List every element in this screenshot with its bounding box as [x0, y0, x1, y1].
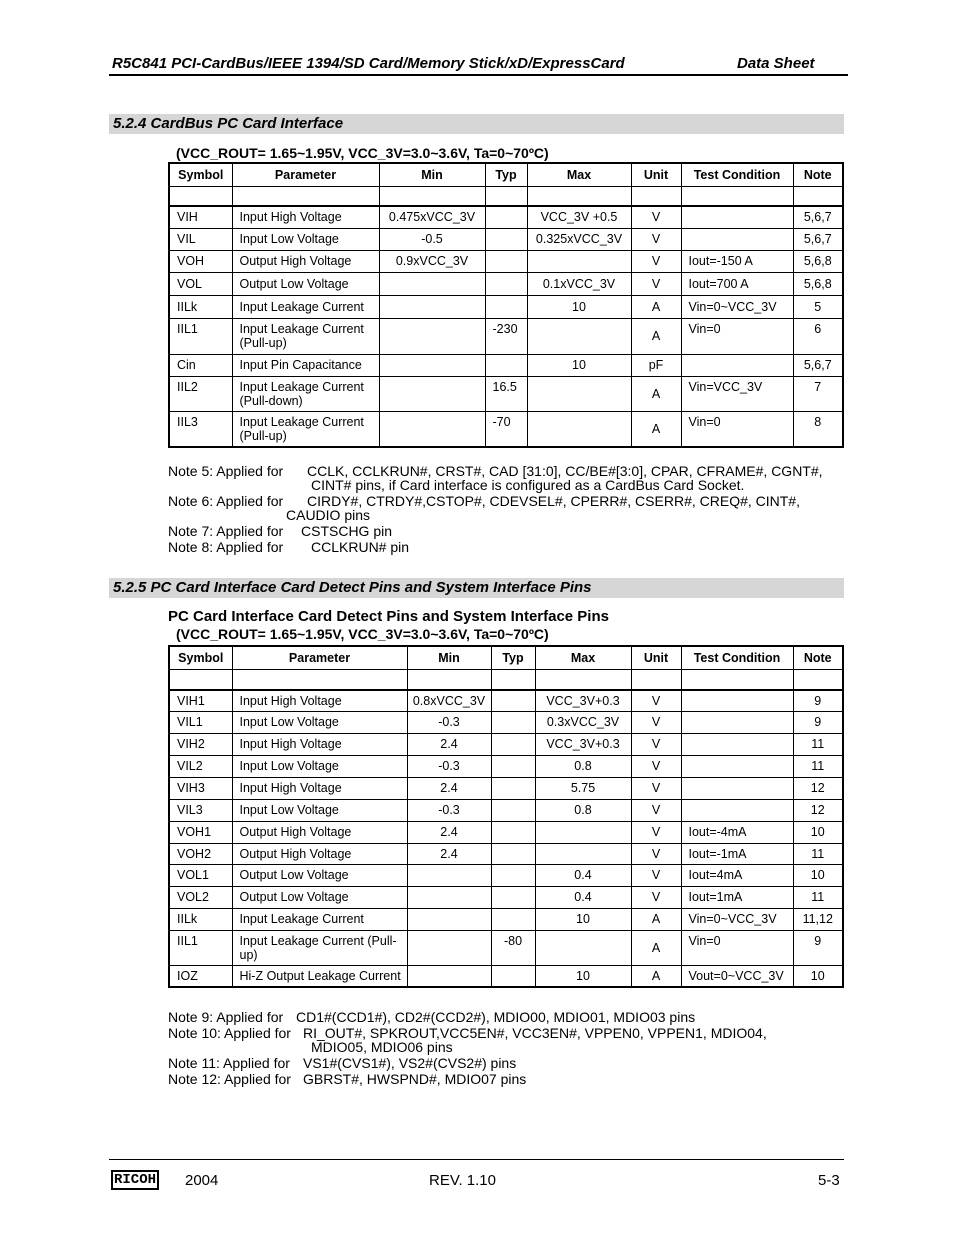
note-label: Note 6: Applied for: [168, 493, 284, 509]
spacer-cell: [793, 186, 843, 206]
column-header: Note: [793, 646, 843, 669]
cell-note: 7: [793, 376, 843, 411]
column-header: Typ: [491, 646, 535, 669]
cell-typ: [491, 799, 535, 821]
cell-test-condition: Iout=4mA: [681, 864, 793, 886]
cell-symbol: IILk: [169, 908, 232, 930]
ricoh-logo: RICOH: [111, 1170, 159, 1190]
cell-parameter: Input Low Voltage: [232, 755, 407, 777]
cell-parameter: Input Low Voltage: [232, 799, 407, 821]
cell-parameter: Input Leakage Current (Pull-down): [232, 376, 379, 411]
cell-max: [527, 318, 631, 354]
cell-max: [535, 843, 631, 864]
cell-note: 11: [793, 733, 843, 755]
cell-typ: [485, 354, 527, 376]
cell-min: [379, 411, 485, 447]
spacer-cell: [485, 186, 527, 206]
cell-unit: A: [631, 318, 681, 354]
cell-test-condition: [681, 755, 793, 777]
column-header: Note: [793, 163, 843, 186]
cell-unit: V: [631, 864, 681, 886]
cell-typ: [491, 821, 535, 843]
cell-max: 0.325xVCC_3V: [527, 228, 631, 250]
cell-max: [527, 411, 631, 447]
cell-min: 0.475xVCC_3V: [379, 206, 485, 228]
cell-note: 5: [793, 295, 843, 318]
cell-min: -0.3: [407, 755, 491, 777]
cell-parameter: Input High Voltage: [232, 690, 407, 711]
cell-min: 2.4: [407, 777, 491, 799]
cell-min: [407, 886, 491, 908]
note-label: Note 9: Applied for: [168, 1009, 284, 1025]
cell-test-condition: Iout=1mA: [681, 886, 793, 908]
cell-note: 10: [793, 821, 843, 843]
cell-parameter: Input Leakage Current (Pull-up): [232, 930, 407, 965]
spacer-cell: [527, 186, 631, 206]
section2-condition: (VCC_ROUT= 1.65~1.95V, VCC_3V=3.0~3.6V, Ta=0~70ºC): [176, 626, 549, 642]
cell-min: -0.3: [407, 711, 491, 733]
cell-note: 9: [793, 711, 843, 733]
cell-symbol: VIH2: [169, 733, 232, 755]
cell-note: 5,6,7: [793, 206, 843, 228]
cell-max: 10: [535, 965, 631, 987]
table-spacer-row: [169, 669, 843, 690]
cell-parameter: Output Low Voltage: [232, 886, 407, 908]
cell-max: 0.3xVCC_3V: [535, 711, 631, 733]
cell-parameter: Input Leakage Current (Pull-up): [232, 318, 379, 354]
cell-test-condition: [681, 733, 793, 755]
cell-min: 2.4: [407, 821, 491, 843]
cell-note: 5,6,7: [793, 228, 843, 250]
column-header: Symbol: [169, 163, 232, 186]
cell-typ: [491, 755, 535, 777]
table-row: [169, 272, 843, 295]
cell-min: [379, 318, 485, 354]
cell-parameter: Input High Voltage: [232, 777, 407, 799]
cell-note: 8: [793, 411, 843, 447]
cell-test-condition: Iout=-150 A: [681, 250, 793, 272]
cell-min: [407, 908, 491, 930]
cell-unit: V: [631, 711, 681, 733]
cell-test-condition: [681, 690, 793, 711]
document-type: Data Sheet: [737, 55, 815, 72]
footer-page-number: 5-3: [818, 1172, 840, 1189]
cell-typ: [491, 777, 535, 799]
cell-test-condition: Vin=0: [681, 411, 793, 447]
note-label: Note 10: Applied for: [168, 1025, 291, 1041]
cell-symbol: VIL1: [169, 711, 232, 733]
table-row: [169, 799, 843, 821]
cell-test-condition: Vin=0: [681, 318, 793, 354]
table-row: [169, 821, 843, 843]
cell-symbol: IILk: [169, 295, 232, 318]
cell-test-condition: Vin=0~VCC_3V: [681, 295, 793, 318]
cell-note: 5,6,8: [793, 272, 843, 295]
cell-symbol: IIL1: [169, 930, 232, 965]
cell-max: [535, 930, 631, 965]
table-row: [169, 864, 843, 886]
cell-max: 0.8: [535, 755, 631, 777]
table-row: [169, 843, 843, 864]
cell-max: VCC_3V+0.3: [535, 733, 631, 755]
note-label: Note 12: Applied for: [168, 1071, 291, 1087]
cell-max: 0.4: [535, 886, 631, 908]
cell-unit: A: [631, 908, 681, 930]
cell-parameter: Output High Voltage: [232, 250, 379, 272]
table-row: [169, 354, 843, 376]
cell-unit: V: [631, 843, 681, 864]
cell-min: 0.9xVCC_3V: [379, 250, 485, 272]
cell-typ: [491, 690, 535, 711]
table-spacer-row: [169, 186, 843, 206]
cell-typ: [491, 733, 535, 755]
footer-revision: REV. 1.10: [429, 1172, 496, 1189]
spacer-cell: [793, 669, 843, 690]
cell-symbol: VOH2: [169, 843, 232, 864]
cell-symbol: IIL3: [169, 411, 232, 447]
table-row: [169, 250, 843, 272]
spacer-cell: [681, 186, 793, 206]
table-row: [169, 228, 843, 250]
cell-typ: [491, 864, 535, 886]
cell-parameter: Input Leakage Current: [232, 908, 407, 930]
column-header: Max: [535, 646, 631, 669]
cell-symbol: VIL2: [169, 755, 232, 777]
cell-test-condition: [681, 206, 793, 228]
column-header: Typ: [485, 163, 527, 186]
cell-test-condition: Vout=0~VCC_3V: [681, 965, 793, 987]
cell-symbol: IIL1: [169, 318, 232, 354]
note-continuation: MDIO05, MDIO06 pins: [311, 1039, 453, 1055]
cell-unit: V: [631, 272, 681, 295]
cell-max: VCC_3V+0.3: [535, 690, 631, 711]
section-heading-5-2-5: 5.2.5 PC Card Interface Card Detect Pins and System Interface Pins: [109, 578, 844, 598]
note-label: Note 5: Applied for: [168, 463, 284, 479]
cell-unit: V: [631, 690, 681, 711]
cell-note: 12: [793, 799, 843, 821]
cell-test-condition: [681, 777, 793, 799]
section2-subtitle: PC Card Interface Card Detect Pins and System Interface Pins: [168, 608, 609, 625]
spacer-cell: [631, 669, 681, 690]
note-text: CIRDY#, CTRDY#,CSTOP#, CDEVSEL#, CPERR#, CSERR#, CREQ#, CINT#,: [307, 493, 800, 509]
table-header-row: [169, 646, 843, 669]
section-heading-5-2-4: 5.2.4 CardBus PC Card Interface: [109, 114, 844, 134]
cell-parameter: Input Pin Capacitance: [232, 354, 379, 376]
cell-typ: [485, 228, 527, 250]
cell-test-condition: Vin=0: [681, 930, 793, 965]
cell-parameter: Input Leakage Current (Pull-up): [232, 411, 379, 447]
column-header: Unit: [631, 646, 681, 669]
cell-parameter: Input Leakage Current: [232, 295, 379, 318]
section1-condition: (VCC_ROUT= 1.65~1.95V, VCC_3V=3.0~3.6V, Ta=0~70ºC): [176, 145, 549, 161]
cell-parameter: Output High Voltage: [232, 821, 407, 843]
cell-max: [527, 250, 631, 272]
cell-max: 10: [527, 295, 631, 318]
cell-typ: [485, 295, 527, 318]
cell-parameter: Input Low Voltage: [232, 711, 407, 733]
cell-unit: A: [631, 930, 681, 965]
cell-parameter: Input High Voltage: [232, 206, 379, 228]
cell-min: [379, 272, 485, 295]
cell-symbol: VOL1: [169, 864, 232, 886]
note-label: Note 7: Applied for: [168, 523, 284, 539]
cell-note: 5,6,8: [793, 250, 843, 272]
spacer-cell: [169, 186, 232, 206]
cell-unit: V: [631, 228, 681, 250]
column-header: Test Condition: [681, 163, 793, 186]
cell-min: [407, 965, 491, 987]
cell-unit: A: [631, 965, 681, 987]
cell-typ: [491, 908, 535, 930]
note-text: CSTSCHG pin: [301, 523, 393, 539]
cell-parameter: Output Low Voltage: [232, 864, 407, 886]
cell-symbol: IIL2: [169, 376, 232, 411]
cell-max: 10: [527, 354, 631, 376]
table-row: [169, 755, 843, 777]
cell-note: 11,12: [793, 908, 843, 930]
spacer-cell: [681, 669, 793, 690]
spacer-cell: [631, 186, 681, 206]
cell-typ: [485, 250, 527, 272]
spacer-cell: [491, 669, 535, 690]
note-text: CD1#(CCD1#), CD2#(CCD2#), MDIO00, MDIO01, MDIO03 pins: [296, 1009, 696, 1025]
cell-unit: A: [631, 376, 681, 411]
cell-max: [527, 376, 631, 411]
table-row: [169, 295, 843, 318]
cell-parameter: Input Low Voltage: [232, 228, 379, 250]
table-row: [169, 733, 843, 755]
cell-symbol: VOL2: [169, 886, 232, 908]
table-row: [169, 886, 843, 908]
cell-test-condition: [681, 711, 793, 733]
cell-typ: [485, 272, 527, 295]
cell-min: 0.8xVCC_3V: [407, 690, 491, 711]
column-header: Symbol: [169, 646, 232, 669]
cell-max: 0.4: [535, 864, 631, 886]
note-text: GBRST#, HWSPND#, MDIO07 pins: [303, 1071, 527, 1087]
table-row: [169, 690, 843, 711]
note-continuation: CINT# pins, if Card interface is configured as a CardBus Card Socket.: [311, 477, 745, 493]
note-continuation: CAUDIO pins: [286, 507, 371, 523]
cell-max: 5.75: [535, 777, 631, 799]
table-row: [169, 711, 843, 733]
cell-min: [407, 930, 491, 965]
cell-note: 11: [793, 843, 843, 864]
cell-unit: V: [631, 206, 681, 228]
cell-typ: [491, 886, 535, 908]
column-header: Min: [379, 163, 485, 186]
cell-min: -0.3: [407, 799, 491, 821]
cell-symbol: IOZ: [169, 965, 232, 987]
cell-parameter: Input High Voltage: [232, 733, 407, 755]
column-header: Max: [527, 163, 631, 186]
cell-symbol: VOL: [169, 272, 232, 295]
cell-typ: -230: [485, 318, 527, 354]
cell-unit: V: [631, 733, 681, 755]
cell-max: [535, 821, 631, 843]
table-row: [169, 965, 843, 987]
cell-note: 12: [793, 777, 843, 799]
table-row: [169, 318, 843, 354]
cell-max: 10: [535, 908, 631, 930]
cell-unit: V: [631, 799, 681, 821]
cell-min: [379, 376, 485, 411]
cell-note: 6: [793, 318, 843, 354]
note-text: RI_OUT#, SPKROUT,VCC5EN#, VCC3EN#, VPPEN0, VPPEN1, MDIO04,: [303, 1025, 767, 1041]
cell-note: 10: [793, 965, 843, 987]
cell-test-condition: Iout=-1mA: [681, 843, 793, 864]
cell-typ: -80: [491, 930, 535, 965]
cell-typ: [491, 711, 535, 733]
cell-parameter: Hi-Z Output Leakage Current: [232, 965, 407, 987]
spacer-cell: [169, 669, 232, 690]
cell-typ: [491, 843, 535, 864]
card-detect-spec-table: [168, 645, 844, 988]
cell-test-condition: [681, 799, 793, 821]
column-header: Test Condition: [681, 646, 793, 669]
cell-note: 5,6,7: [793, 354, 843, 376]
cell-symbol: VIH1: [169, 690, 232, 711]
cell-typ: 16.5: [485, 376, 527, 411]
cell-max: VCC_3V +0.5: [527, 206, 631, 228]
cell-symbol: VIH: [169, 206, 232, 228]
cell-parameter: Output Low Voltage: [232, 272, 379, 295]
cell-max: 0.1xVCC_3V: [527, 272, 631, 295]
cardbus-spec-table: [168, 162, 844, 448]
cell-test-condition: Iout=700 A: [681, 272, 793, 295]
cell-symbol: VIH3: [169, 777, 232, 799]
table-row: [169, 376, 843, 411]
note-text: CCLK, CCLKRUN#, CRST#, CAD [31:0], CC/BE#[3:0], CPAR, CFRAME#, CGNT#,: [307, 463, 823, 479]
cell-typ: -70: [485, 411, 527, 447]
spacer-cell: [379, 186, 485, 206]
cell-unit: V: [631, 821, 681, 843]
cell-min: [379, 354, 485, 376]
cell-symbol: VOH1: [169, 821, 232, 843]
cell-note: 9: [793, 930, 843, 965]
cell-note: 10: [793, 864, 843, 886]
spacer-cell: [232, 186, 379, 206]
document-title: R5C841 PCI-CardBus/IEEE 1394/SD Card/Memory Stick/xD/ExpressCard: [112, 55, 625, 72]
cell-unit: V: [631, 777, 681, 799]
cell-unit: V: [631, 250, 681, 272]
cell-unit: V: [631, 886, 681, 908]
cell-symbol: VOH: [169, 250, 232, 272]
header-rule: [109, 74, 848, 76]
cell-note: 11: [793, 755, 843, 777]
cell-symbol: VIL: [169, 228, 232, 250]
cell-min: [379, 295, 485, 318]
table-row: [169, 908, 843, 930]
cell-symbol: VIL3: [169, 799, 232, 821]
cell-test-condition: [681, 228, 793, 250]
cell-parameter: Output High Voltage: [232, 843, 407, 864]
cell-unit: V: [631, 755, 681, 777]
cell-unit: pF: [631, 354, 681, 376]
table-row: [169, 411, 843, 447]
note-label: Note 11: Applied for: [168, 1055, 290, 1071]
cell-max: 0.8: [535, 799, 631, 821]
column-header: Parameter: [232, 163, 379, 186]
cell-min: 2.4: [407, 733, 491, 755]
table-header-row: [169, 163, 843, 186]
cell-typ: [485, 206, 527, 228]
cell-unit: A: [631, 295, 681, 318]
footer-rule: [109, 1159, 844, 1160]
cell-min: -0.5: [379, 228, 485, 250]
table-row: [169, 777, 843, 799]
cell-min: 2.4: [407, 843, 491, 864]
cell-test-condition: Vin=0~VCC_3V: [681, 908, 793, 930]
note-text: CCLKRUN# pin: [311, 539, 410, 555]
spacer-cell: [407, 669, 491, 690]
cell-note: 11: [793, 886, 843, 908]
spacer-cell: [232, 669, 407, 690]
spacer-cell: [535, 669, 631, 690]
cell-note: 9: [793, 690, 843, 711]
note-text: VS1#(CVS1#), VS2#(CVS2#) pins: [303, 1055, 517, 1071]
cell-test-condition: Iout=-4mA: [681, 821, 793, 843]
table-row: [169, 206, 843, 228]
footer-year: 2004: [185, 1172, 219, 1189]
cell-test-condition: [681, 354, 793, 376]
cell-test-condition: Vin=VCC_3V: [681, 376, 793, 411]
cell-unit: A: [631, 411, 681, 447]
cell-symbol: Cin: [169, 354, 232, 376]
column-header: Min: [407, 646, 491, 669]
column-header: Unit: [631, 163, 681, 186]
column-header: Parameter: [232, 646, 407, 669]
cell-min: [407, 864, 491, 886]
table-row: [169, 930, 843, 965]
note-label: Note 8: Applied for: [168, 539, 284, 555]
cell-typ: [491, 965, 535, 987]
